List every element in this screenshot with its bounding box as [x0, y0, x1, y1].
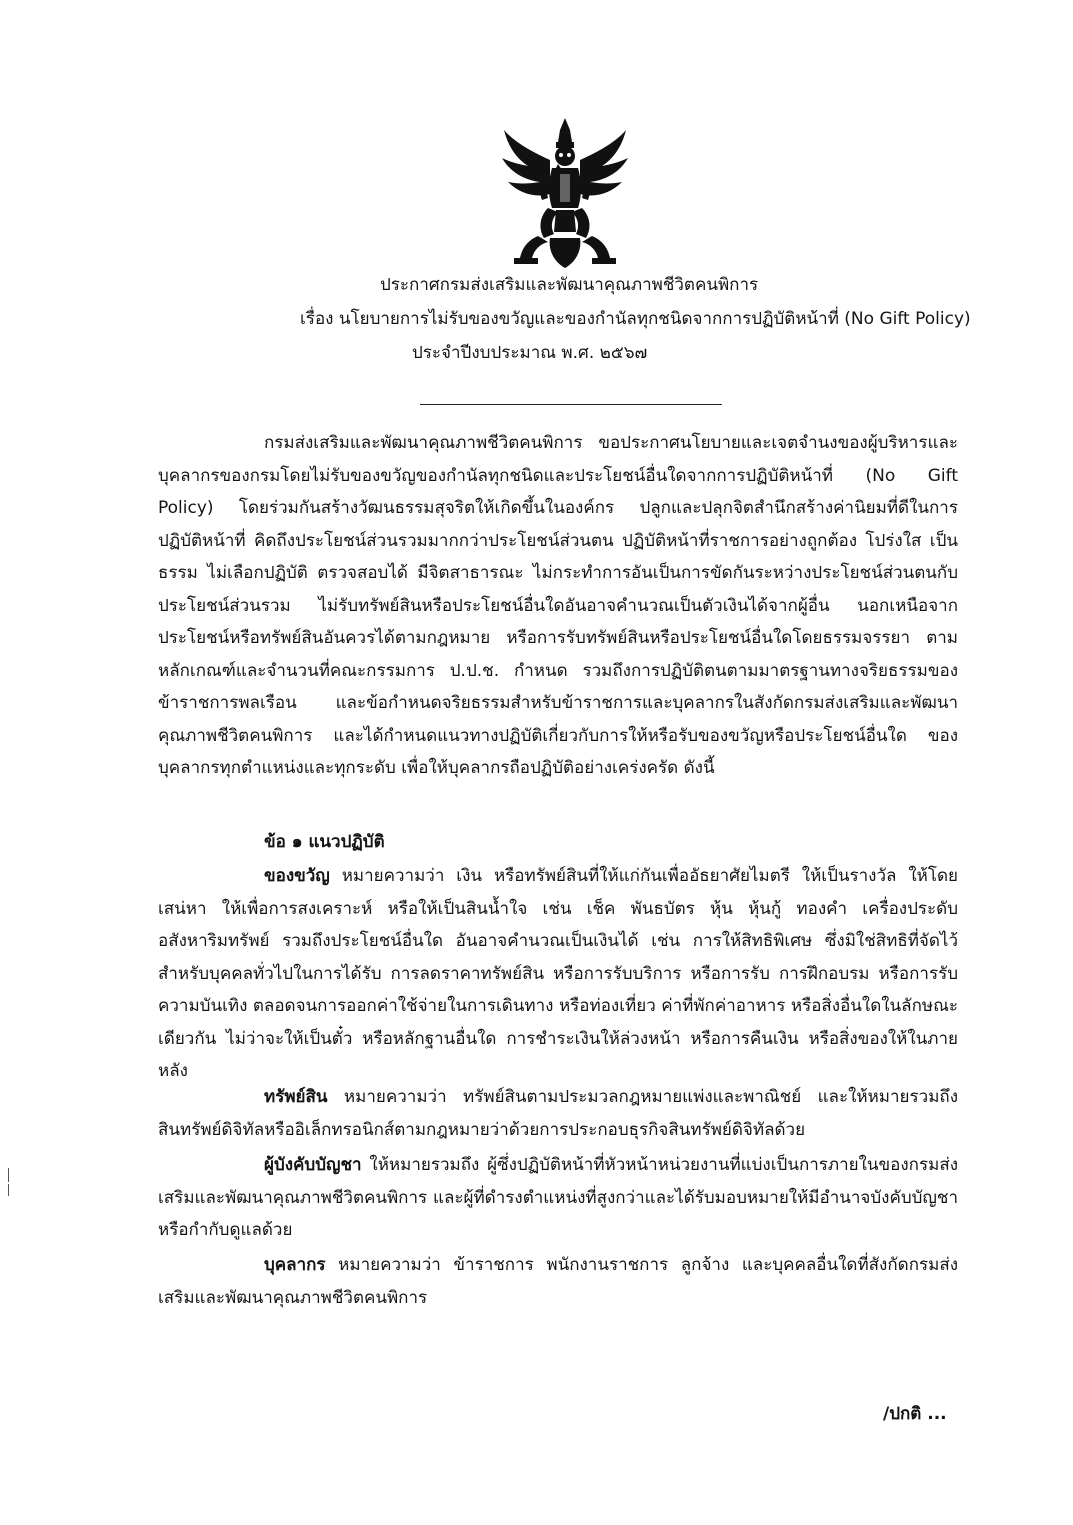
page-continuation: /ปกติ ...	[883, 1404, 947, 1424]
term-property: ทรัพย์สิน	[264, 1087, 328, 1107]
term-commander: ผู้บังคับบัญชา	[264, 1155, 362, 1175]
section-1-heading: ข้อ ๑ แนวปฏิบัติ	[264, 832, 385, 852]
term-personnel: บุคลากร	[264, 1255, 326, 1275]
definition-property	[158, 1081, 958, 1146]
definition-personnel	[158, 1249, 958, 1314]
definition-gift-text: หมายความว่า เงิน หรือทรัพย์สินที่ให้แก่กันเพื่ออัธยาศัยไมตรี ให้เป็นรางวัล ให้โดยเสน่หา ให้เพื่อการสงเคราะห์ หรือให้เป็นสินน้ำใจ เช่น เช็ค พันธบัตร หุ้น หุ้นกู้ ทองคำ เครื่องประดับ อสังหาริมทรัพย์ รวมถึงประโยชน์อื่นใด อันอาจคำนวณเป็นเงินได้ เช่น การให้สิทธิพิเศษ ซึ่งมิใช่สิทธิที่จัดไว้สำหรับบุคคลทั่วไปในการได้รับ การลดราคาทรัพย์สิน หรือการรับบริการ หรือการรับ การฝึกอบรม หรือการรับความบันเทิง ตลอดจนการออกค่าใช้จ่ายในการเดินทาง หรือท่องเที่ยว ค่าที่พักค่าอาหาร หรือสิ่งอื่นใดในลักษณะเดียวกัน ไม่ว่าจะให้เป็นตั๋ว หรือหลักฐานอื่นใด การชำระเงินให้ล่วงหน้า หรือการคืนเงิน หรือสิ่งของให้ในภายหลัง	[158, 866, 958, 1081]
garuda-emblem-drawing	[498, 112, 632, 272]
definition-property-text: หมายความว่า ทรัพย์สินตามประมวลกฎหมายแพ่งและพาณิชย์ และให้หมายรวมถึงสินทรัพย์ดิจิทัลหรืออิเล็กทรอนิกส์ตามกฎหมายว่าด้วยการประกอบธุรกิจสินทรัพย์ดิจิทัลด้วย	[158, 1087, 958, 1140]
announcement-title: ประกาศกรมส่งเสริมและพัฒนาคุณภาพชีวิตคนพิการ	[380, 275, 759, 295]
garuda-emblem-icon	[498, 112, 632, 272]
definition-personnel-text: หมายความว่า ข้าราชการ พนักงานราชการ ลูกจ้าง และบุคคลอื่นใดที่สังกัดกรมส่งเสริมและพัฒนาคุณภาพชีวิตคนพิการ	[158, 1255, 958, 1308]
scan-mark	[8, 1184, 9, 1196]
announcement-subject: เรื่อง นโยบายการไม่รับของขวัญและของกำนัลทุกชนิดจากการปฏิบัติหน้าที่ (No Gift Policy)	[300, 309, 971, 329]
intro-paragraph: กรมส่งเสริมและพัฒนาคุณภาพชีวิตคนพิการ ขอประกาศนโยบายและเจตจำนงของผู้บริหารและบุคลากรของกรมโดยไม่รับของขวัญของกำนัลทุกชนิดและประโยชน์อื่นใดจากการปฏิบัติหน้าที่ (No Gift Policy) โดยร่วมกันสร้างวัฒนธรรมสุจริตให้เกิดขึ้นในองค์กร ปลูกและปลุกจิตสำนึกสร้างค่านิยมที่ดีในการปฏิบัติหน้าที่ คิดถึงประโยชน์ส่วนรวมมากกว่าประโยชน์ส่วนตน ปฏิบัติหน้าที่ราชการอย่างถูกต้อง โปร่งใส เป็นธรรม ไม่เลือกปฏิบัติ ตรวจสอบได้ มีจิตสาธารณะ ไม่กระทำการอันเป็นการขัดกันระหว่างประโยชน์ส่วนตนกับประโยชน์ส่วนรวม ไม่รับทรัพย์สินหรือประโยชน์อื่นใดอันอาจคำนวณเป็นตัวเงินได้จากผู้อื่น นอกเหนือจากประโยชน์หรือทรัพย์สินอันควรได้ตามกฎหมาย หรือการรับทรัพย์สินหรือประโยชน์อื่นใดโดยธรรมจรรยา ตามหลักเกณฑ์และจำนวนที่คณะกรรมการ ป.ป.ช. กำหนด รวมถึงการปฏิบัติตนตามมาตรฐานทางจริยธรรมของข้าราชการพลเรือน และข้อกำหนดจริยธรรมสำหรับข้าราชการและบุคลากรในสังกัดกรมส่งเสริมและพัฒนาคุณภาพชีวิตคนพิการ และได้กำหนดแนวทางปฏิบัติเกี่ยวกับการให้หรือรับของขวัญหรือประโยชน์อื่นใด ของบุคลากรทุกตำแหน่งและทุกระดับ เพื่อให้บุคลากรถือปฏิบัติอย่างเคร่งครัด ดังนี้	[158, 433, 958, 778]
term-gift: ของขวัญ	[264, 866, 330, 886]
fiscal-year-line: ประจำปีงบประมาณ พ.ศ. ๒๕๖๗	[412, 343, 648, 363]
definition-commander	[158, 1149, 958, 1247]
header-divider	[420, 404, 722, 405]
definition-gift	[158, 860, 958, 1088]
scan-mark	[8, 1168, 9, 1182]
definition-commander-text: ให้หมายรวมถึง ผู้ซึ่งปฏิบัติหน้าที่หัวหน้าหน่วยงานที่แบ่งเป็นการภายในของกรมส่งเสริมและพัฒนาคุณภาพชีวิตคนพิการ และผู้ที่ดำรงตำแหน่งที่สูงกว่าและได้รับมอบหมายให้มีอำนาจบังคับบัญชาหรือกำกับดูแลด้วย	[158, 1155, 958, 1240]
